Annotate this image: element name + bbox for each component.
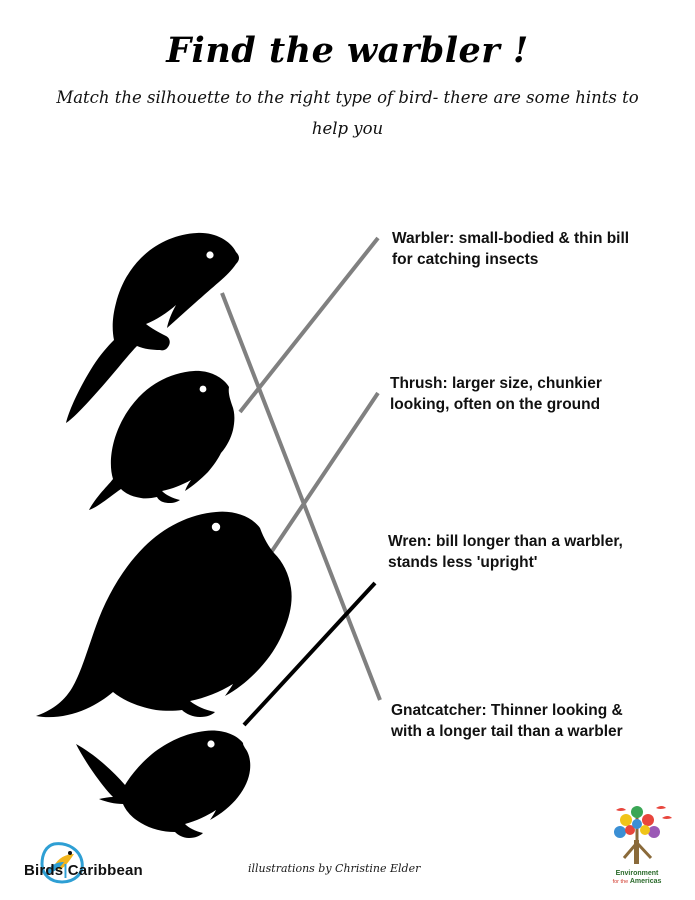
logo-efta-line2: for the [612, 879, 629, 885]
bird-silhouette-3[interactable] [36, 512, 292, 717]
page-title: Find the warbler ! [166, 30, 529, 71]
bird-silhouette-4[interactable] [76, 731, 250, 838]
logo-efta-line3: Americas [629, 878, 662, 885]
hint-warbler: Warbler: small-bodied & thin bill for catching insects [392, 230, 630, 268]
bird-eye-3 [212, 523, 220, 531]
hint-thrush: Thrush: larger size, chunkier looking, often on the ground [390, 375, 602, 413]
hint-gnatcatcher: Gnatcatcher: Thinner looking & with a longer tail than a warbler [391, 702, 623, 740]
logo-efta-text [596, 870, 678, 886]
logo-word-birds: Birds [24, 862, 64, 879]
efta-tree-icon [596, 800, 678, 870]
logo-word-caribbean: Caribbean [67, 862, 143, 879]
bird-eye-4 [207, 740, 214, 747]
page-subtitle: Match the silhouette to the right type of bird- there are some hints to help you [56, 88, 639, 138]
logo-environment-for-the-americas [596, 800, 678, 892]
hint-wren: Wren: bill longer than a warbler, stands less 'upright' [388, 533, 623, 571]
connector-line-2[interactable] [240, 238, 378, 412]
connector-line-3[interactable] [256, 393, 378, 575]
logo-birds-caribbean [24, 840, 159, 888]
bird-silhouette-2[interactable] [89, 371, 234, 510]
illustration-credit: illustrations by Christine Elder [248, 862, 421, 875]
logo-efta-line1: Environment [615, 870, 659, 877]
logo-birds-caribbean-text [24, 862, 143, 879]
bird-eye-1 [206, 251, 213, 258]
logo-separator: | [63, 862, 68, 879]
bird-eye-2 [200, 386, 207, 393]
